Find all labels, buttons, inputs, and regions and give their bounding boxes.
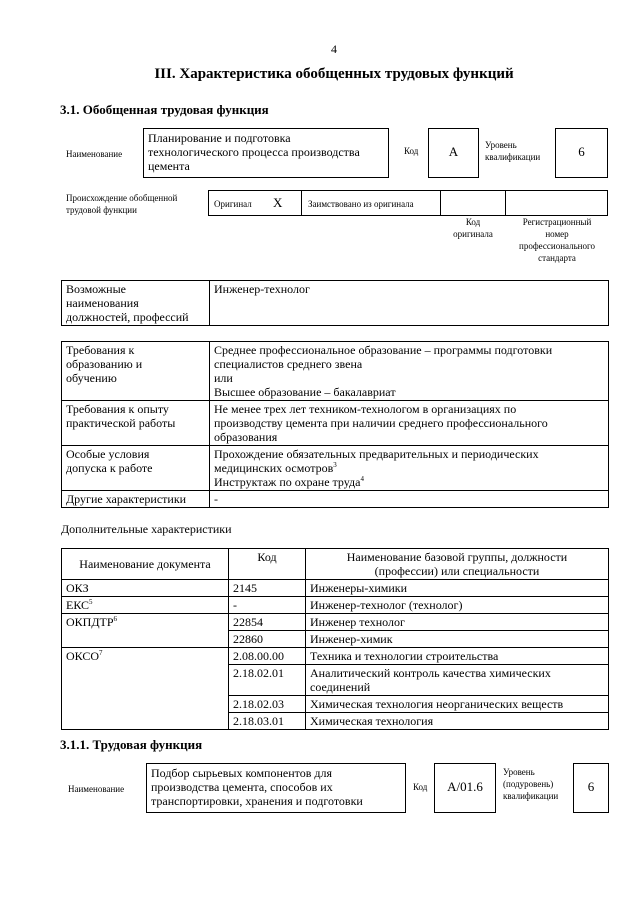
code-cell: 2.18.03.01: [229, 713, 306, 730]
label-line: практической работы: [66, 416, 176, 430]
table-row: [62, 401, 609, 446]
doc-text: ОКПДТР: [66, 615, 114, 629]
table-row: [62, 648, 609, 665]
req-label: [62, 401, 210, 446]
origin-divider: [440, 191, 441, 215]
col-header-doc: Наименование документа: [62, 549, 229, 580]
label-line: Требования к: [66, 343, 135, 357]
table-row: [62, 446, 609, 491]
tf-name-line: транспортировки, хранения и подготовки: [151, 794, 363, 808]
value-line: специалистов среднего звена: [214, 357, 363, 371]
gtf-level-line: квалификации: [485, 152, 541, 162]
section-title: III. Характеристика обобщенных трудовых функций: [154, 66, 514, 82]
positions-label: [62, 281, 210, 326]
code-original-caption: [440, 216, 506, 240]
table-row: [62, 597, 609, 614]
origin-label: [66, 192, 177, 216]
value-line: [214, 461, 604, 475]
doc-cell: [62, 648, 229, 730]
req-label: [62, 342, 210, 401]
name-cell: [306, 665, 609, 696]
tf-name-value: [146, 763, 406, 813]
reg-number-caption: [505, 216, 609, 264]
code-cell: 22860: [229, 631, 306, 648]
page-number: 4: [331, 42, 337, 56]
footnote-ref: 3: [333, 461, 337, 469]
code-cell: 2.18.02.01: [229, 665, 306, 696]
tf-heading: 3.1.1. Трудовая функция: [60, 737, 203, 752]
caption-line: стандарта: [538, 253, 576, 263]
code-cell: 22854: [229, 614, 306, 631]
tf-level-value: 6: [573, 763, 609, 813]
value-line: или: [214, 371, 233, 385]
caption-line: профессионального: [519, 241, 595, 251]
req-label: Другие характеристики: [62, 491, 210, 508]
table-row: [62, 614, 609, 631]
code-cell: 2.18.02.03: [229, 696, 306, 713]
positions-value: Инженер-технолог: [210, 281, 609, 326]
code-cell: -: [229, 597, 306, 614]
name-cell: Инженер-технолог (технолог): [306, 597, 609, 614]
label-line: образованию и: [66, 357, 143, 371]
label-line: наименования: [66, 296, 139, 310]
value-text: Инструктаж по охране труда: [214, 475, 361, 489]
label-line: Возможные: [66, 282, 126, 296]
footnote-ref: 7: [99, 649, 103, 657]
code-cell: 2.08.00.00: [229, 648, 306, 665]
caption-line: номер: [545, 229, 569, 239]
tf-level-line: Уровень: [503, 767, 535, 777]
value-line: образования: [214, 430, 278, 444]
table-row: [62, 580, 609, 597]
table-row: [62, 342, 609, 401]
name-cell: Инженеры-химики: [306, 580, 609, 597]
footnote-ref: 5: [89, 598, 93, 606]
code-cell: 2145: [229, 580, 306, 597]
additional-table: [61, 548, 609, 730]
value-line: Прохождение обязательных предварительных и периодических: [214, 447, 539, 461]
gtf-name-line: технологического процесса производства: [148, 145, 360, 159]
gtf-level-value: 6: [555, 128, 608, 178]
req-value: [210, 401, 609, 446]
doc-text: ЕКС: [66, 598, 90, 612]
tf-code-value: A/01.6: [434, 763, 496, 813]
caption-line: Регистрационный: [522, 217, 592, 227]
gtf-name-value: [143, 128, 389, 178]
name-cell: Инженер-химик: [306, 631, 609, 648]
tf-level-line: (подуровень): [503, 779, 554, 789]
value-line: Не менее трех лет техником-технологом в организациях по: [214, 402, 517, 416]
req-value: [210, 446, 609, 491]
borrowed-label: Заимствовано из оригинала: [308, 199, 414, 209]
gtf-level-label: [485, 139, 540, 163]
requirements-table: [61, 341, 609, 508]
col-header-code: Код: [229, 549, 306, 580]
original-label: Оригинал: [214, 199, 252, 209]
label-line: Особые условия: [66, 447, 150, 461]
footnote-ref: 6: [113, 615, 118, 623]
origin-divider: [301, 191, 302, 215]
tf-code-label: Код: [413, 782, 428, 792]
doc-cell: ОКЗ: [62, 580, 229, 597]
name-cell: Химическая технология: [306, 713, 609, 730]
label-line: обучению: [66, 371, 117, 385]
doc-text: ОКСО: [66, 649, 100, 663]
label-line: Требования к опыту: [66, 402, 169, 416]
name-cell: Техника и технологии строительства: [306, 648, 609, 665]
value-line: производству цемента при наличии среднего профессионального: [214, 416, 548, 430]
req-label: [62, 446, 210, 491]
name-line: соединений: [310, 680, 371, 694]
origin-line: Происхождение обобщенной: [66, 193, 178, 203]
origin-line: трудовой функции: [66, 205, 137, 215]
tf-level-line: квалификации: [503, 791, 559, 801]
label-line: должностей, профессий: [66, 310, 189, 324]
gtf-name-label: Наименование: [66, 149, 123, 159]
tf-name-line: Подбор сырьевых компонентов для: [151, 766, 332, 780]
tf-name-line: производства цемента, способов их: [151, 780, 333, 794]
doc-cell: [62, 597, 229, 614]
gtf-code-value: А: [428, 128, 479, 178]
header-line: (профессии) или специальности: [374, 564, 540, 578]
value-line: Высшее образование – бакалавриат: [214, 385, 396, 399]
gtf-heading: 3.1. Обобщенная трудовая функция: [60, 102, 269, 117]
table-row: [62, 491, 609, 508]
gtf-code-label: Код: [404, 146, 419, 156]
origin-divider: [505, 191, 506, 215]
req-value: [210, 342, 609, 401]
label-line: допуска к работе: [66, 461, 153, 475]
original-mark: X: [273, 195, 283, 210]
value-line: Среднее профессиональное образование – программы подготовки: [214, 343, 553, 357]
additional-heading: Дополнительные характеристики: [61, 522, 232, 536]
tf-level-label: [503, 766, 558, 802]
footnote-ref: 4: [360, 475, 364, 483]
doc-cell: [62, 614, 229, 648]
gtf-level-line: Уровень: [485, 140, 517, 150]
col-header-name: [306, 549, 609, 580]
origin-table: [208, 190, 608, 216]
name-cell: Химическая технология неорганических веществ: [306, 696, 609, 713]
header-line: Наименование базовой группы, должности: [346, 550, 568, 564]
gtf-name-line: Планирование и подготовка: [148, 131, 291, 145]
table-header-row: [62, 549, 609, 580]
positions-table: [61, 280, 609, 326]
gtf-name-line: цемента: [148, 159, 190, 173]
tf-name-label: Наименование: [68, 784, 125, 794]
caption-line: Код: [465, 217, 481, 227]
value-line: [214, 475, 604, 489]
req-value: -: [210, 491, 609, 508]
value-text: медицинских осмотров: [214, 461, 334, 475]
name-line: Аналитический контроль качества химических: [310, 666, 551, 680]
name-cell: Инженер технолог: [306, 614, 609, 631]
caption-line: оригинала: [453, 229, 493, 239]
